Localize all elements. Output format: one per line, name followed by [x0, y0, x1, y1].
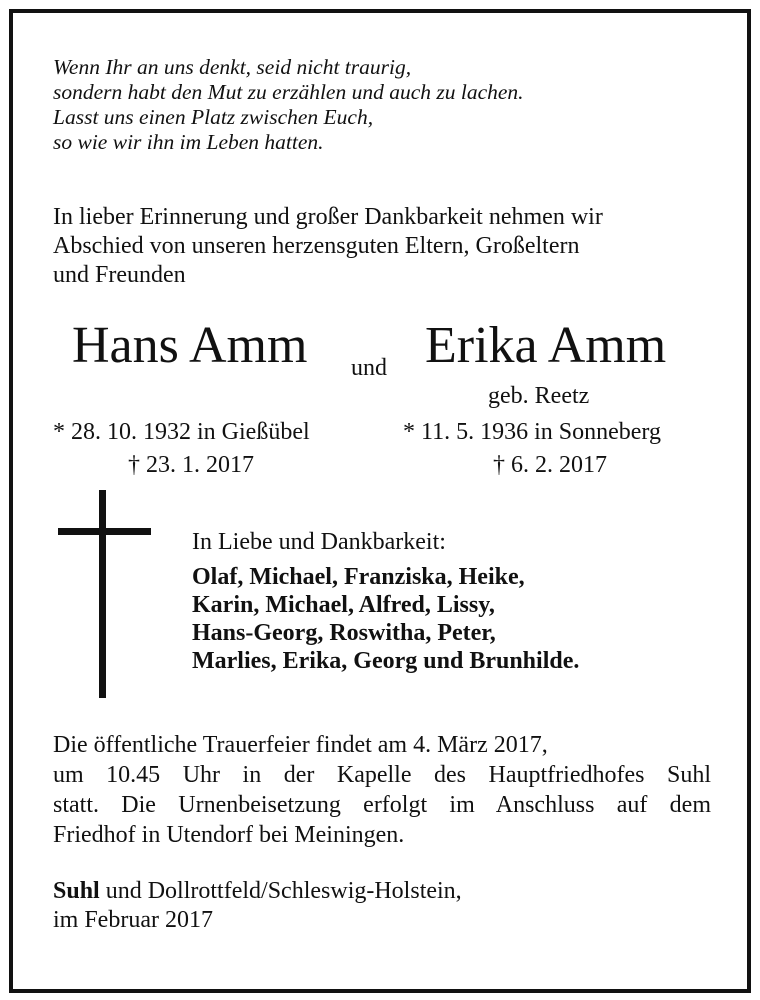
- intro-line: In lieber Erinnerung und großer Dankbarkeit nehmen wir: [53, 204, 603, 230]
- poem-line: so wie wir ihn im Leben hatten.: [53, 130, 324, 154]
- name-erika: Erika Amm: [425, 317, 667, 374]
- names-connector: und: [351, 355, 387, 381]
- service-line: Die öffentliche Trauerfeier findet am 4. März 2017,: [53, 732, 548, 758]
- maiden-name: geb. Reetz: [488, 383, 590, 409]
- intro-line: Abschied von unseren herzensguten Eltern, Großeltern: [53, 233, 580, 259]
- poem-line: sondern habt den Mut zu erzählen und auch zu lachen.: [53, 80, 524, 104]
- service-info: [53, 730, 711, 850]
- death-date-hans: † 23. 1. 2017: [128, 452, 254, 478]
- birth-date-hans: * 28. 10. 1932 in Gießübel: [53, 419, 310, 445]
- mourners-label: In Liebe und Dankbarkeit:: [192, 529, 446, 555]
- closing-date: im Februar 2017: [53, 907, 213, 933]
- closing-place-bold: Suhl: [53, 878, 100, 904]
- poem-line: Lasst uns einen Platz zwischen Euch,: [53, 105, 374, 129]
- poem: [53, 55, 524, 155]
- mourners-line: Hans-Georg, Roswitha, Peter,: [192, 620, 496, 646]
- mourners-list: [192, 563, 579, 675]
- mourners-line: Marlies, Erika, Georg und Brunhilde.: [192, 648, 580, 674]
- mourners-line: Olaf, Michael, Franziska, Heike,: [192, 564, 525, 590]
- closing-place-rest: und Dollrottfeld/Schleswig-Holstein,: [99, 878, 462, 904]
- service-line: statt. Die Urnenbeisetzung erfolgt im Anschluss auf dem: [53, 792, 711, 818]
- cross-horizontal-bar: [58, 528, 151, 535]
- poem-line: Wenn Ihr an uns denkt, seid nicht traurig,: [53, 55, 412, 79]
- service-line: Friedhof in Utendorf bei Meiningen.: [53, 822, 405, 848]
- closing: [53, 877, 462, 935]
- name-hans: Hans Amm: [72, 317, 308, 374]
- birth-date-erika: * 11. 5. 1936 in Sonneberg: [403, 419, 661, 445]
- intro-text: [53, 203, 603, 290]
- cross-vertical-bar: [99, 490, 106, 698]
- service-line: um 10.45 Uhr in der Kapelle des Hauptfriedhofes Suhl: [53, 762, 711, 788]
- intro-line: und Freunden: [53, 262, 186, 288]
- death-date-erika: † 6. 2. 2017: [493, 452, 607, 478]
- mourners-line: Karin, Michael, Alfred, Lissy,: [192, 592, 495, 618]
- closing-place: [53, 877, 462, 906]
